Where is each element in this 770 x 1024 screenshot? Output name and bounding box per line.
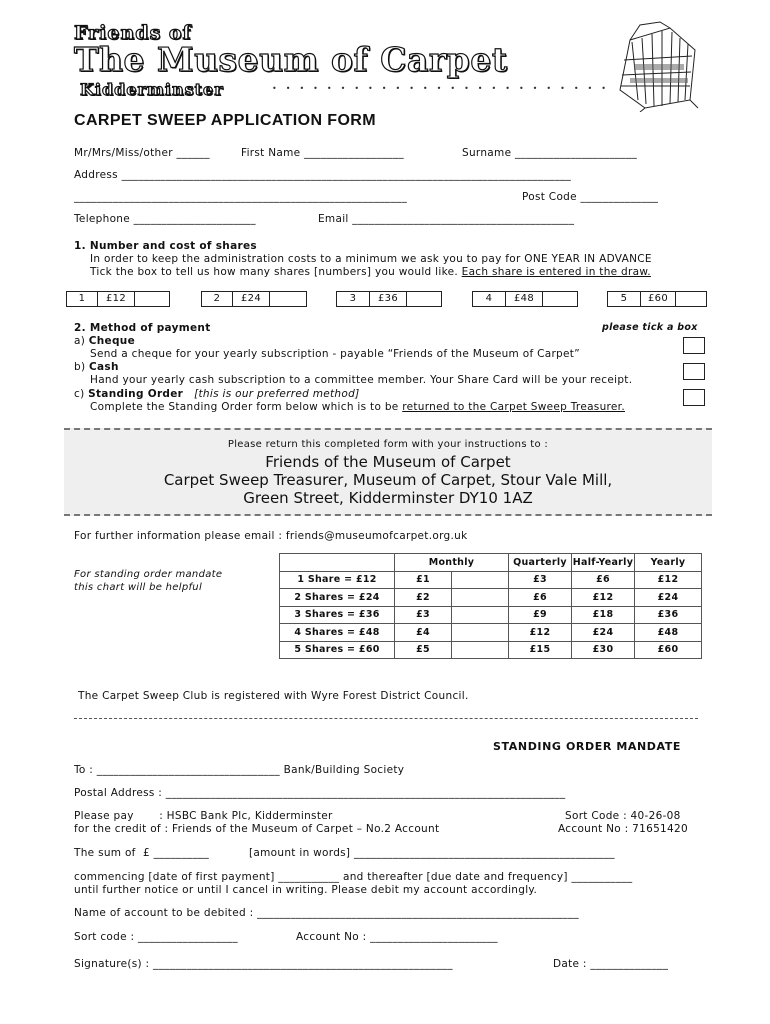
credit-line: for the credit of : Friends of the Museum of Carpet – No.2 Account bbox=[74, 823, 440, 835]
chart-column-header: Half-Yearly bbox=[572, 554, 635, 572]
account-number-value: Account No : 71651420 bbox=[558, 823, 688, 835]
chart-column-header: Yearly bbox=[635, 554, 702, 572]
logo-line1: Friends of bbox=[74, 22, 192, 44]
postcode-field[interactable]: Post Code ______________ bbox=[522, 191, 659, 203]
chart-row bbox=[280, 606, 702, 624]
telephone-field[interactable]: Telephone ______________________ bbox=[74, 213, 256, 225]
chart-cell: £2 bbox=[395, 589, 452, 607]
return-line2: Carpet Sweep Treasurer, Museum of Carpet, Stour Vale Mill, bbox=[163, 471, 613, 489]
logo-line2: The Museum of Carpet bbox=[74, 40, 508, 79]
chart-column-header: Monthly bbox=[395, 554, 509, 572]
chart-cell: £12 bbox=[572, 589, 635, 607]
date-field[interactable]: Date : ______________ bbox=[553, 958, 669, 970]
mandate-heading: STANDING ORDER MANDATE bbox=[493, 740, 682, 753]
chart-cell: £5 bbox=[395, 641, 452, 659]
chart-row bbox=[280, 641, 702, 659]
chart-header-row bbox=[280, 554, 702, 572]
section1-heading: 1. Number and cost of shares bbox=[74, 240, 257, 252]
chart-row-label: 4 Shares = £48 bbox=[280, 624, 395, 642]
chart-cell: £9 bbox=[509, 606, 572, 624]
chart-cell: £4 bbox=[395, 624, 452, 642]
share-option-2[interactable]: 2 £24 bbox=[201, 291, 307, 307]
email-field[interactable]: Email ________________________________________ bbox=[318, 213, 575, 225]
logo-dots: ••••••••••••••••••••••••• bbox=[272, 84, 615, 93]
chart-row-label: 1 Share = £12 bbox=[280, 571, 395, 589]
chart-cell: £12 bbox=[635, 571, 702, 589]
chart-cell: £12 bbox=[509, 624, 572, 642]
commencing-field[interactable]: commencing [date of first payment] ___________ and thereafter [due date and frequency] ___________ bbox=[74, 871, 633, 883]
standing-order-option: c) Standing Order [this is our preferred method] bbox=[74, 388, 360, 400]
sum-field[interactable]: The sum of £ __________ bbox=[74, 847, 210, 859]
chart-row-label: 5 Shares = £60 bbox=[280, 641, 395, 659]
chart-cell: £1 bbox=[395, 571, 452, 589]
chart-row bbox=[280, 571, 702, 589]
share-option-3[interactable]: 3 £36 bbox=[336, 291, 442, 307]
cash-text: Hand your yearly cash subscription to a committee member. Your Share Card will be your receipt. bbox=[90, 374, 633, 386]
bank-to-field[interactable]: To : _________________________________ Bank/Building Society bbox=[74, 764, 405, 776]
debit-account-field[interactable]: Account No : _______________________ bbox=[296, 931, 498, 943]
return-address-box bbox=[64, 428, 712, 516]
logo-line3: Kidderminster bbox=[80, 80, 224, 99]
chart-cell: £6 bbox=[572, 571, 635, 589]
chart-cell: £3 bbox=[395, 606, 452, 624]
cash-checkbox[interactable] bbox=[683, 363, 705, 380]
signature-field[interactable]: Signature(s) : ______________________________________________________ bbox=[74, 958, 453, 970]
chart-cell: £36 bbox=[635, 606, 702, 624]
cash-option: b) Cash bbox=[74, 361, 119, 373]
share-option-5[interactable]: 5 £60 bbox=[607, 291, 707, 307]
postal-address-field[interactable]: Postal Address : ________________________________________________________________________ bbox=[74, 787, 566, 799]
standing-order-text: Complete the Standing Order form below which is to be returned to the Carpet Sweep Treasurer. bbox=[90, 401, 625, 413]
cut-line bbox=[74, 718, 698, 719]
chart-cell: £3 bbox=[509, 571, 572, 589]
cheque-text: Send a cheque for your yearly subscription - payable “Friends of the Museum of Carpet” bbox=[90, 348, 580, 360]
chart-cell: £24 bbox=[635, 589, 702, 607]
chart-cell: £18 bbox=[572, 606, 635, 624]
please-pay-line: Please pay : HSBC Bank Plc, Kidderminster bbox=[74, 810, 333, 822]
chart-hint-line1: For standing order mandate bbox=[74, 569, 223, 580]
standing-order-chart bbox=[279, 553, 702, 659]
share-option-1[interactable]: 1 £12 bbox=[66, 291, 170, 307]
return-intro: Please return this completed form with your instructions to : bbox=[227, 439, 549, 450]
chart-cell: £48 bbox=[635, 624, 702, 642]
registration-note: The Carpet Sweep Club is registered with Wyre Forest District Council. bbox=[78, 690, 469, 702]
chart-row bbox=[280, 589, 702, 607]
debit-sort-code-field[interactable]: Sort code : __________________ bbox=[74, 931, 238, 943]
account-name-field[interactable]: Name of account to be debited : __________________________________________________________ bbox=[74, 907, 579, 919]
further-info: For further information please email : friends@museumofcarpet.org.uk bbox=[74, 530, 468, 542]
form-title: CARPET SWEEP APPLICATION FORM bbox=[74, 112, 376, 129]
address-field-line2[interactable]: ____________________________________________________________ bbox=[74, 191, 407, 203]
chart-corner bbox=[280, 554, 395, 572]
section1-line2: Tick the box to tell us how many shares [numbers] you would like. Each share is entered in the draw. bbox=[90, 266, 651, 278]
chart-row-label: 3 Shares = £36 bbox=[280, 606, 395, 624]
standing-order-checkbox[interactable] bbox=[683, 389, 705, 406]
sort-code-value: Sort Code : 40-26-08 bbox=[565, 810, 681, 822]
chart-row bbox=[280, 624, 702, 642]
chart-cell: £24 bbox=[572, 624, 635, 642]
share-option-4[interactable]: 4 £48 bbox=[472, 291, 578, 307]
chart-hint-line2: this chart will be helpful bbox=[74, 582, 203, 593]
section1-line1: In order to keep the administration costs to a minimum we ask you to pay for ONE YEAR IN ADVANCE bbox=[90, 253, 652, 265]
chart-row-label: 2 Shares = £24 bbox=[280, 589, 395, 607]
section2-heading: 2. Method of payment bbox=[74, 322, 211, 334]
return-line1: Friends of the Museum of Carpet bbox=[265, 453, 511, 471]
chart-cell: £6 bbox=[509, 589, 572, 607]
address-field[interactable]: Address _________________________________________________________________________________ bbox=[74, 169, 572, 181]
until-notice-text: until further notice or until I cancel in writing. Please debit my account accordingly. bbox=[74, 884, 538, 896]
chart-cell: £60 bbox=[635, 641, 702, 659]
cheque-option: a) Cheque bbox=[74, 335, 135, 347]
return-line3: Green Street, Kidderminster DY10 1AZ bbox=[243, 489, 533, 507]
chart-cell: £30 bbox=[572, 641, 635, 659]
salutation-field[interactable]: Mr/Mrs/Miss/other ______ bbox=[74, 147, 210, 159]
amount-words-field[interactable]: [amount in words] _______________________________________________ bbox=[249, 847, 615, 859]
tick-hint: please tick a box bbox=[602, 322, 698, 333]
first-name-field[interactable]: First Name __________________ bbox=[241, 147, 404, 159]
chart-column-header: Quarterly bbox=[509, 554, 572, 572]
surname-field[interactable]: Surname ______________________ bbox=[462, 147, 638, 159]
cheque-checkbox[interactable] bbox=[683, 337, 705, 354]
chart-cell: £15 bbox=[509, 641, 572, 659]
carpet-loom-icon bbox=[610, 20, 705, 112]
